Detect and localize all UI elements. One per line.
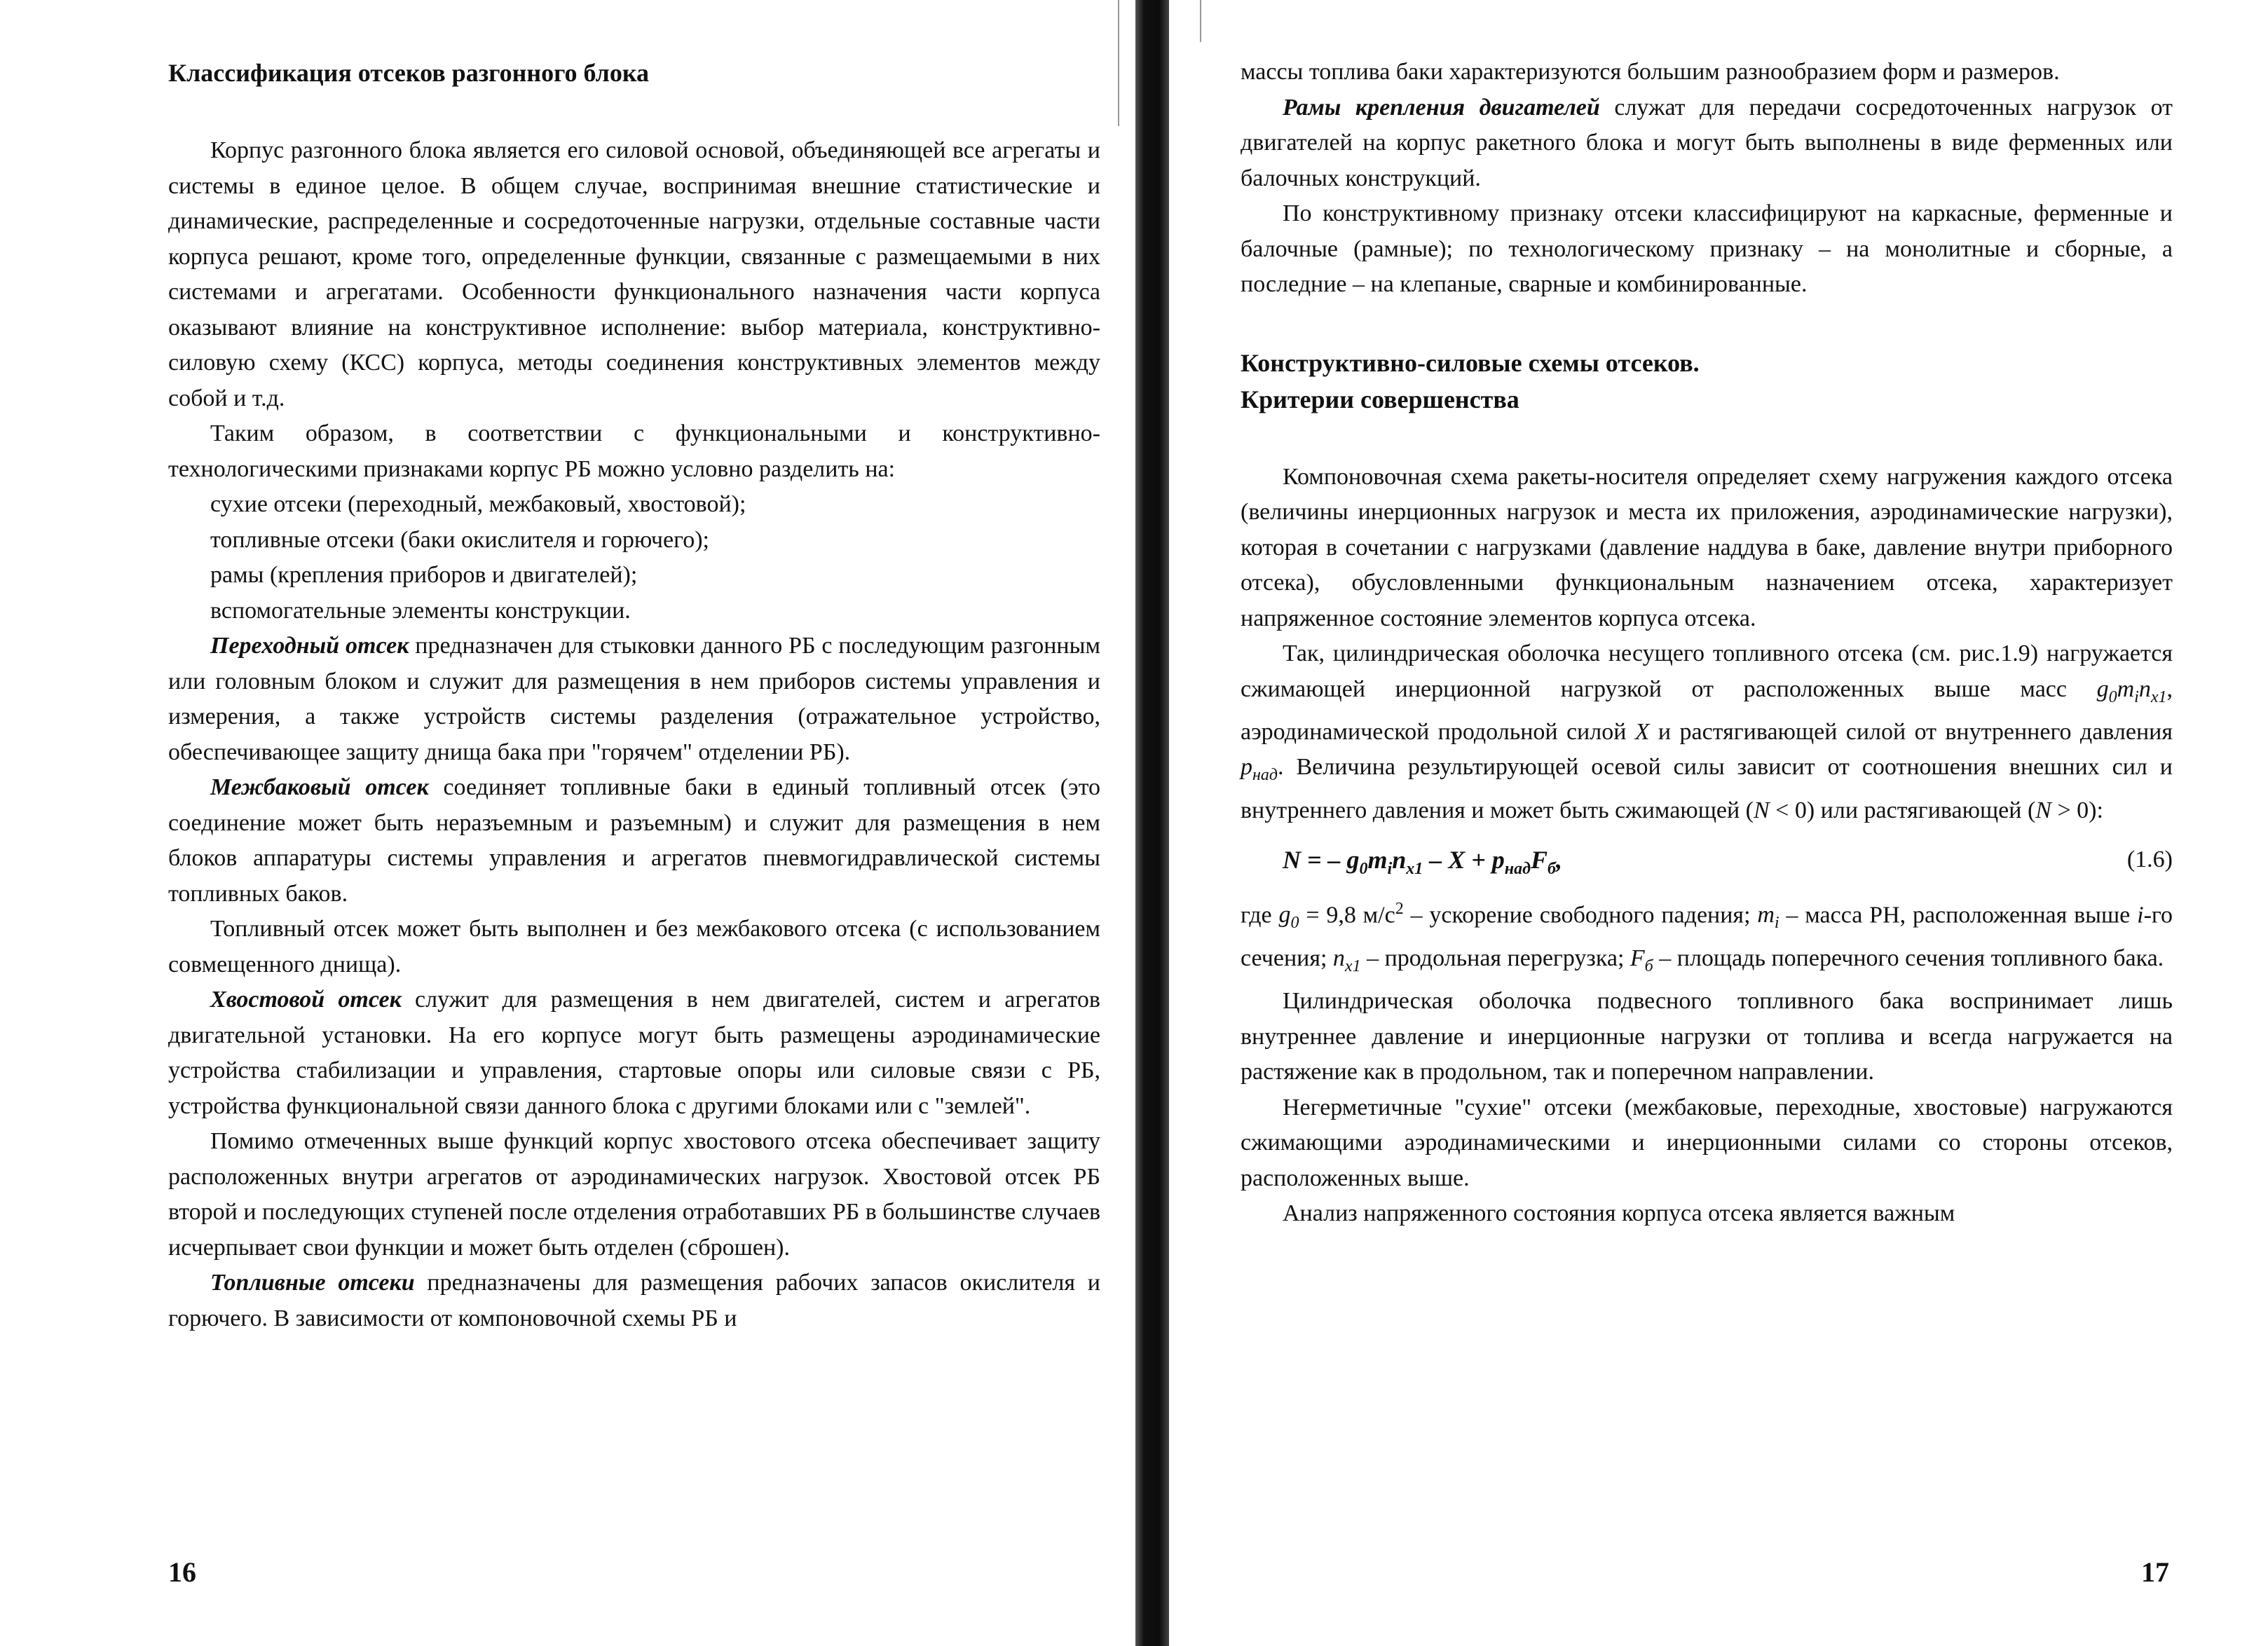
formula-1-6 (1241, 828, 2173, 891)
gutter-edge (1118, 0, 1119, 126)
paragraph: Топливный отсек может быть выполнен и без межбакового отсека (с использованием совмещенного днища). (168, 916, 1100, 978)
paragraph: Переходный отсек предназначен для стыковки данного РБ с последующим разгонным или головным блоком и служит для размещения в нем приборов системы управления и измерения, а также устройств системы разделения (отражательное устройство, обеспечивающее защиту днища бака при "горячем" отделении РБ). (168, 633, 1100, 765)
page-number: 16 (168, 1556, 196, 1588)
paragraph: массы топлива баки характеризуются большим разнообразием форм и размеров. (1241, 59, 2060, 85)
section-heading: Классификация отсеков разгонного блока (168, 59, 650, 87)
list-item: сухие отсеки (переходный, межбаковый, хвостовой); (210, 491, 746, 517)
paragraph: Анализ напряженного состояния корпуса отсека является важным (1283, 1200, 1955, 1227)
term: Рамы крепления двигателей (1283, 94, 1600, 121)
list-item: вспомогательные элементы конструкции. (210, 597, 631, 624)
paragraph: Цилиндрическая оболочка подвесного топливного бака воспринимает лишь внутреннее давление и инерционные нагрузки от топлива и всегда нагружается на растяжение как в продольном, так и поперечном направлении. (1241, 988, 2173, 1085)
section-heading: Конструктивно-силовые схемы отсеков. (1241, 348, 1700, 377)
list-item: топливные отсеки (баки окислителя и горючего); (210, 526, 709, 553)
paragraph: Так, цилиндрическая оболочка несущего топливного отсека (см. рис.1.9) нагружается сжимающей инерционной нагрузкой от расположенных выше масс $g_0m_in_{x1}$, аэродинамической продольной силой X и растягивающей силой от внутреннего давления $p_{над}$. Величина результирующей осевой силы зависит от соотношения внешних сил и внутреннего давления и может быть сжимающей (N < 0) или растягивающей (N > 0): (1241, 640, 2173, 823)
paragraph: Топливные отсеки предназначены для размещения рабочих запасов окислителя и горючего. В зависимости от компоновочной схемы РБ и (168, 1270, 1100, 1331)
paragraph: Рамы крепления двигателей служат для передачи сосредоточенных нагрузок от двигателей на корпус ракетного блока и могут быть выполнены в виде ферменных или балочных конструкций. (1241, 94, 2173, 191)
left-page (0, 0, 1128, 1646)
term: Хвостовой отсек (210, 987, 402, 1013)
term: Межбаковый отсек (210, 774, 429, 800)
list-item: рамы (крепления приборов и двигателей); (210, 562, 638, 588)
formula-number: (1.6) (2126, 846, 2173, 873)
book-gutter (1135, 0, 1169, 1646)
paragraph: Негерметичные "сухие" отсеки (межбаковые, переходные, хвостовые) нагружаются сжимающими аэродинамическими и инерционными силами со стороны отсеков, расположенных выше. (1241, 1094, 2173, 1191)
paragraph: Таким образом, в соответствии с функциональными и конструктивно-технологическими признаками корпус РБ можно условно разделить на: (168, 420, 1100, 482)
paragraph: где $g_0 = 9,8$ $м/с^2$ – ускорение свободного падения; $m_i$ – масса РН, расположенная выше i-го сечения; $n_{x1}$ – продольная перегрузка; $F_б$ – площадь поперечного сечения топливного бака. (1241, 900, 2173, 975)
paragraph: Хвостовой отсек служит для размещения в нем двигателей, систем и агрегатов двигательной установки. На его корпусе могут быть размещены аэродинамические устройства стабилизации и управления, стартовые опоры или силовые связи с РБ, устройства функциональной связи данного блока с другими блоками или с "землей". (168, 987, 1100, 1119)
right-column (1241, 55, 2173, 1232)
right-page (1177, 0, 2268, 1646)
paragraph: Межбаковый отсек соединяет топливные баки в единый топливный отсек (это соединение может быть неразъемным и разъемным) и служит для размещения в нем блоков аппаратуры системы управления и агрегатов пневмогидравлической системы топливных баков. (168, 774, 1100, 907)
term: Переходный отсек (210, 633, 409, 659)
section-subheading: Критерии совершенства (1241, 385, 1519, 413)
paragraph: Компоновочная схема ракеты-носителя определяет схему нагружения каждого отсека (величины инерционных нагрузок и места их приложения, аэродинамические нагрузки), которая в сочетании с нагрузками (давление наддува в баке, давление внутри приборного отсека), обусловленными функциональным назначением отсека, характеризует напряженное состояние элементов корпуса отсека. (1241, 463, 2173, 631)
left-column (168, 55, 1100, 1336)
paragraph: Помимо отмеченных выше функций корпус хвостового отсека обеспечивает защиту расположенных внутри агрегатов от аэродинамических нагрузок. Хвостовой отсек РБ второй и последующих ступеней после отделения отработавших РБ в большинстве случаев исчерпывает свои функции и может быть отделен (сброшен). (168, 1128, 1100, 1261)
paragraph: По конструктивному признаку отсеки классифицируют на каркасные, ферменные и балочные (рамные); по технологическому признаку – на монолитные и сборные, а последние – на клепаные, сварные и комбинированные. (1241, 200, 2173, 297)
term: Топливные отсеки (210, 1270, 415, 1296)
formula-expression: N = – $g_0m_in_{x1} - X + p_{над}F_б$, (1283, 846, 1562, 879)
paragraph: Корпус разгонного блока является его силовой основой, объединяющей все агрегаты и системы в единое целое. В общем случае, воспринимая внешние статистические и динамические, распределенные и сосредоточенные нагрузки, отдельные составные части корпуса решают, кроме того, определенные функции, связанные с размещаемыми в них системами и агрегатами. Особенности функционального назначения части корпуса оказывают влияние на конструктивное исполнение: выбор материала, конструктивно-силовую схему (КСС) корпуса, методы соединения конструктивных элементов между собой и т.д. (168, 137, 1100, 411)
page-number: 17 (2141, 1556, 2169, 1588)
